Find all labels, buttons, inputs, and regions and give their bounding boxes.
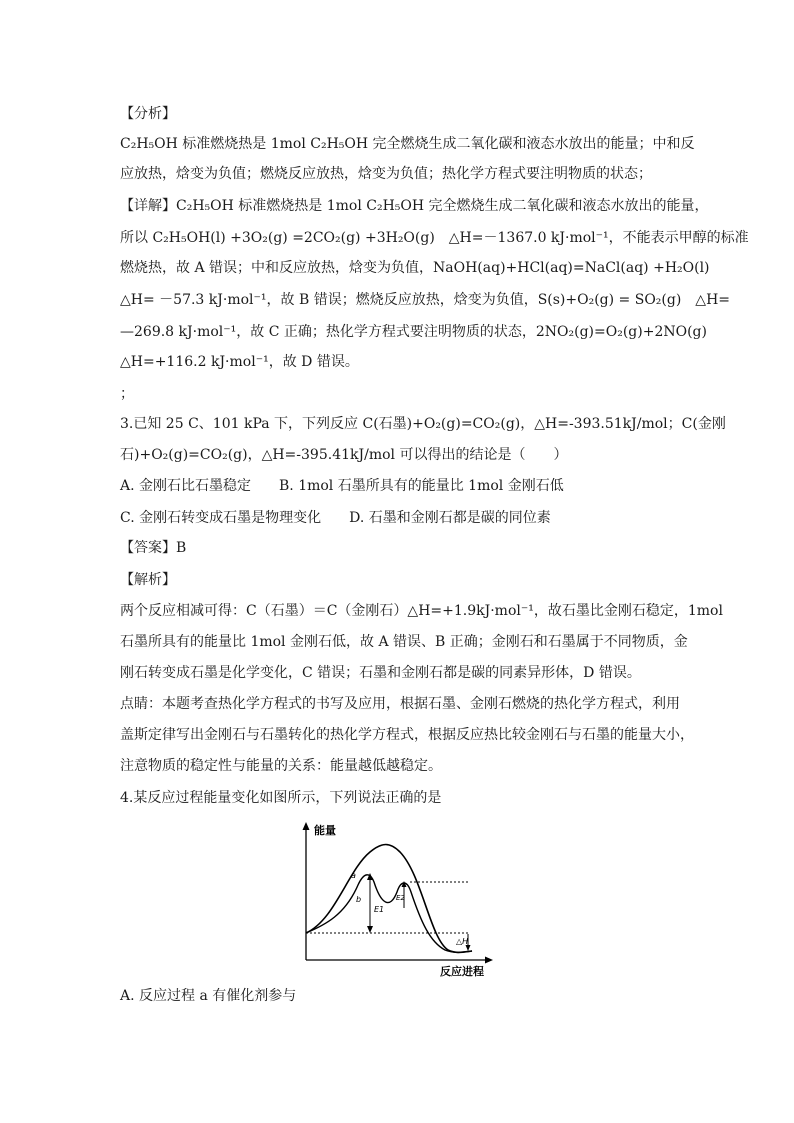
curve-a-label: a xyxy=(351,871,356,880)
text-line: 石墨所具有的能量比 1mol 金刚石低，故 A 错误、B 正确；金刚石和石墨属于不同物质，金 xyxy=(120,634,688,650)
option-a: A. 反应过程 a 有催化剂参与 xyxy=(120,988,297,1004)
e2-label: E2 xyxy=(396,894,405,902)
text-line: △H= －57.3 kJ·mol⁻¹，故 B 错误；燃烧反应放热，焓变为负值，S(s)+O₂(g) = SO₂(g) △H= xyxy=(120,292,731,308)
analysis-label: 【解析】 xyxy=(120,572,176,588)
y-axis-arrow-icon xyxy=(303,822,310,830)
text-line: 两个反应相减可得：C（石墨）＝C（金刚石）△H=+1.9kJ·mol⁻¹，故石墨比金刚石稳定，1mol xyxy=(120,603,723,619)
question-4-stem: 4.某反应过程能量变化如图所示，下列说法正确的是 xyxy=(120,790,442,806)
text-line: C₂H₅OH 标准燃烧热是 1mol C₂H₅OH 完全燃烧生成二氧化碳和液态水放出的能量；中和反 xyxy=(120,136,695,152)
text-line: 点睛：本题考查热化学方程式的书写及应用，根据石墨、金刚石燃烧的热化学方程式，利用 xyxy=(120,696,680,712)
e1-label: E1 xyxy=(374,905,385,914)
text-line: 【分析】 xyxy=(120,106,176,122)
x-axis-label: 反应进程 xyxy=(440,965,484,978)
text-line: 盖斯定律写出金刚石与石墨转化的热化学方程式，根据反应热比较金刚石与石墨的能量大小， xyxy=(120,727,694,743)
question-3-stem: 石)+O₂(g)=CO₂(g)，△H=-395.41kJ/mol 可以得出的结论是（ ） xyxy=(120,447,568,463)
dh-label: △H xyxy=(456,937,469,946)
energy-diagram xyxy=(290,820,500,982)
text-line: ； xyxy=(120,386,134,402)
text-line: 应放热，焓变为负值；燃烧反应放热，焓变为负值；热化学方程式要注明物质的状态； xyxy=(120,166,652,182)
y-axis-label: 能量 xyxy=(314,824,336,837)
curve-b xyxy=(306,875,472,953)
curve-a xyxy=(306,845,472,953)
question-3-stem: 3.已知 25 C、101 kPa 下，下列反应 C(石墨)+O₂(g)=CO₂(g)，△H=-393.51kJ/mol；C(金刚 xyxy=(120,416,726,432)
e1-arrow-tail-icon xyxy=(367,926,373,933)
text-line: 【详解】C₂H₅OH 标准燃烧热是 1mol C₂H₅OH 完全燃烧生成二氧化碳和液态水放出的能量， xyxy=(120,198,709,214)
curve-b-label: b xyxy=(356,895,362,904)
text-line: 所以 C₂H₅OH(l) +3O₂(g) =2CO₂(g) +3H₂O(g) △H=－1367.0 kJ·mol⁻¹，不能表示甲醇的标准 xyxy=(120,230,749,246)
text-line: 燃烧热，故 A 错误；中和反应放热，焓变为负值，NaOH(aq)+HCl(aq)=NaCl(aq) +H₂O(l) xyxy=(120,260,710,276)
answer-label: 【答案】B xyxy=(120,540,187,556)
question-3-options-cd: C. 金刚石转变成石墨是物理变化 D. 石墨和金刚石都是碳的同位素 xyxy=(120,510,551,526)
x-axis-arrow-icon xyxy=(485,957,493,964)
text-line: 刚石转变成石墨是化学变化，C 错误；石墨和金刚石都是碳的同素异形体，D 错误。 xyxy=(120,665,641,681)
question-3-options-ab: A. 金刚石比石墨稳定 B. 1mol 石墨所具有的能量比 1mol 金刚石低 xyxy=(120,478,564,494)
e1-arrow-head-icon xyxy=(367,873,373,880)
text-line: —269.8 kJ·mol⁻¹，故 C 正确；热化学方程式要注明物质的状态，2NO₂(g)=O₂(g)+2NO(g) xyxy=(120,324,707,340)
text-line: △H=+116.2 kJ·mol⁻¹，故 D 错误。 xyxy=(120,354,359,370)
text-line: 注意物质的稳定性与能量的关系：能量越低越稳定。 xyxy=(120,758,442,774)
